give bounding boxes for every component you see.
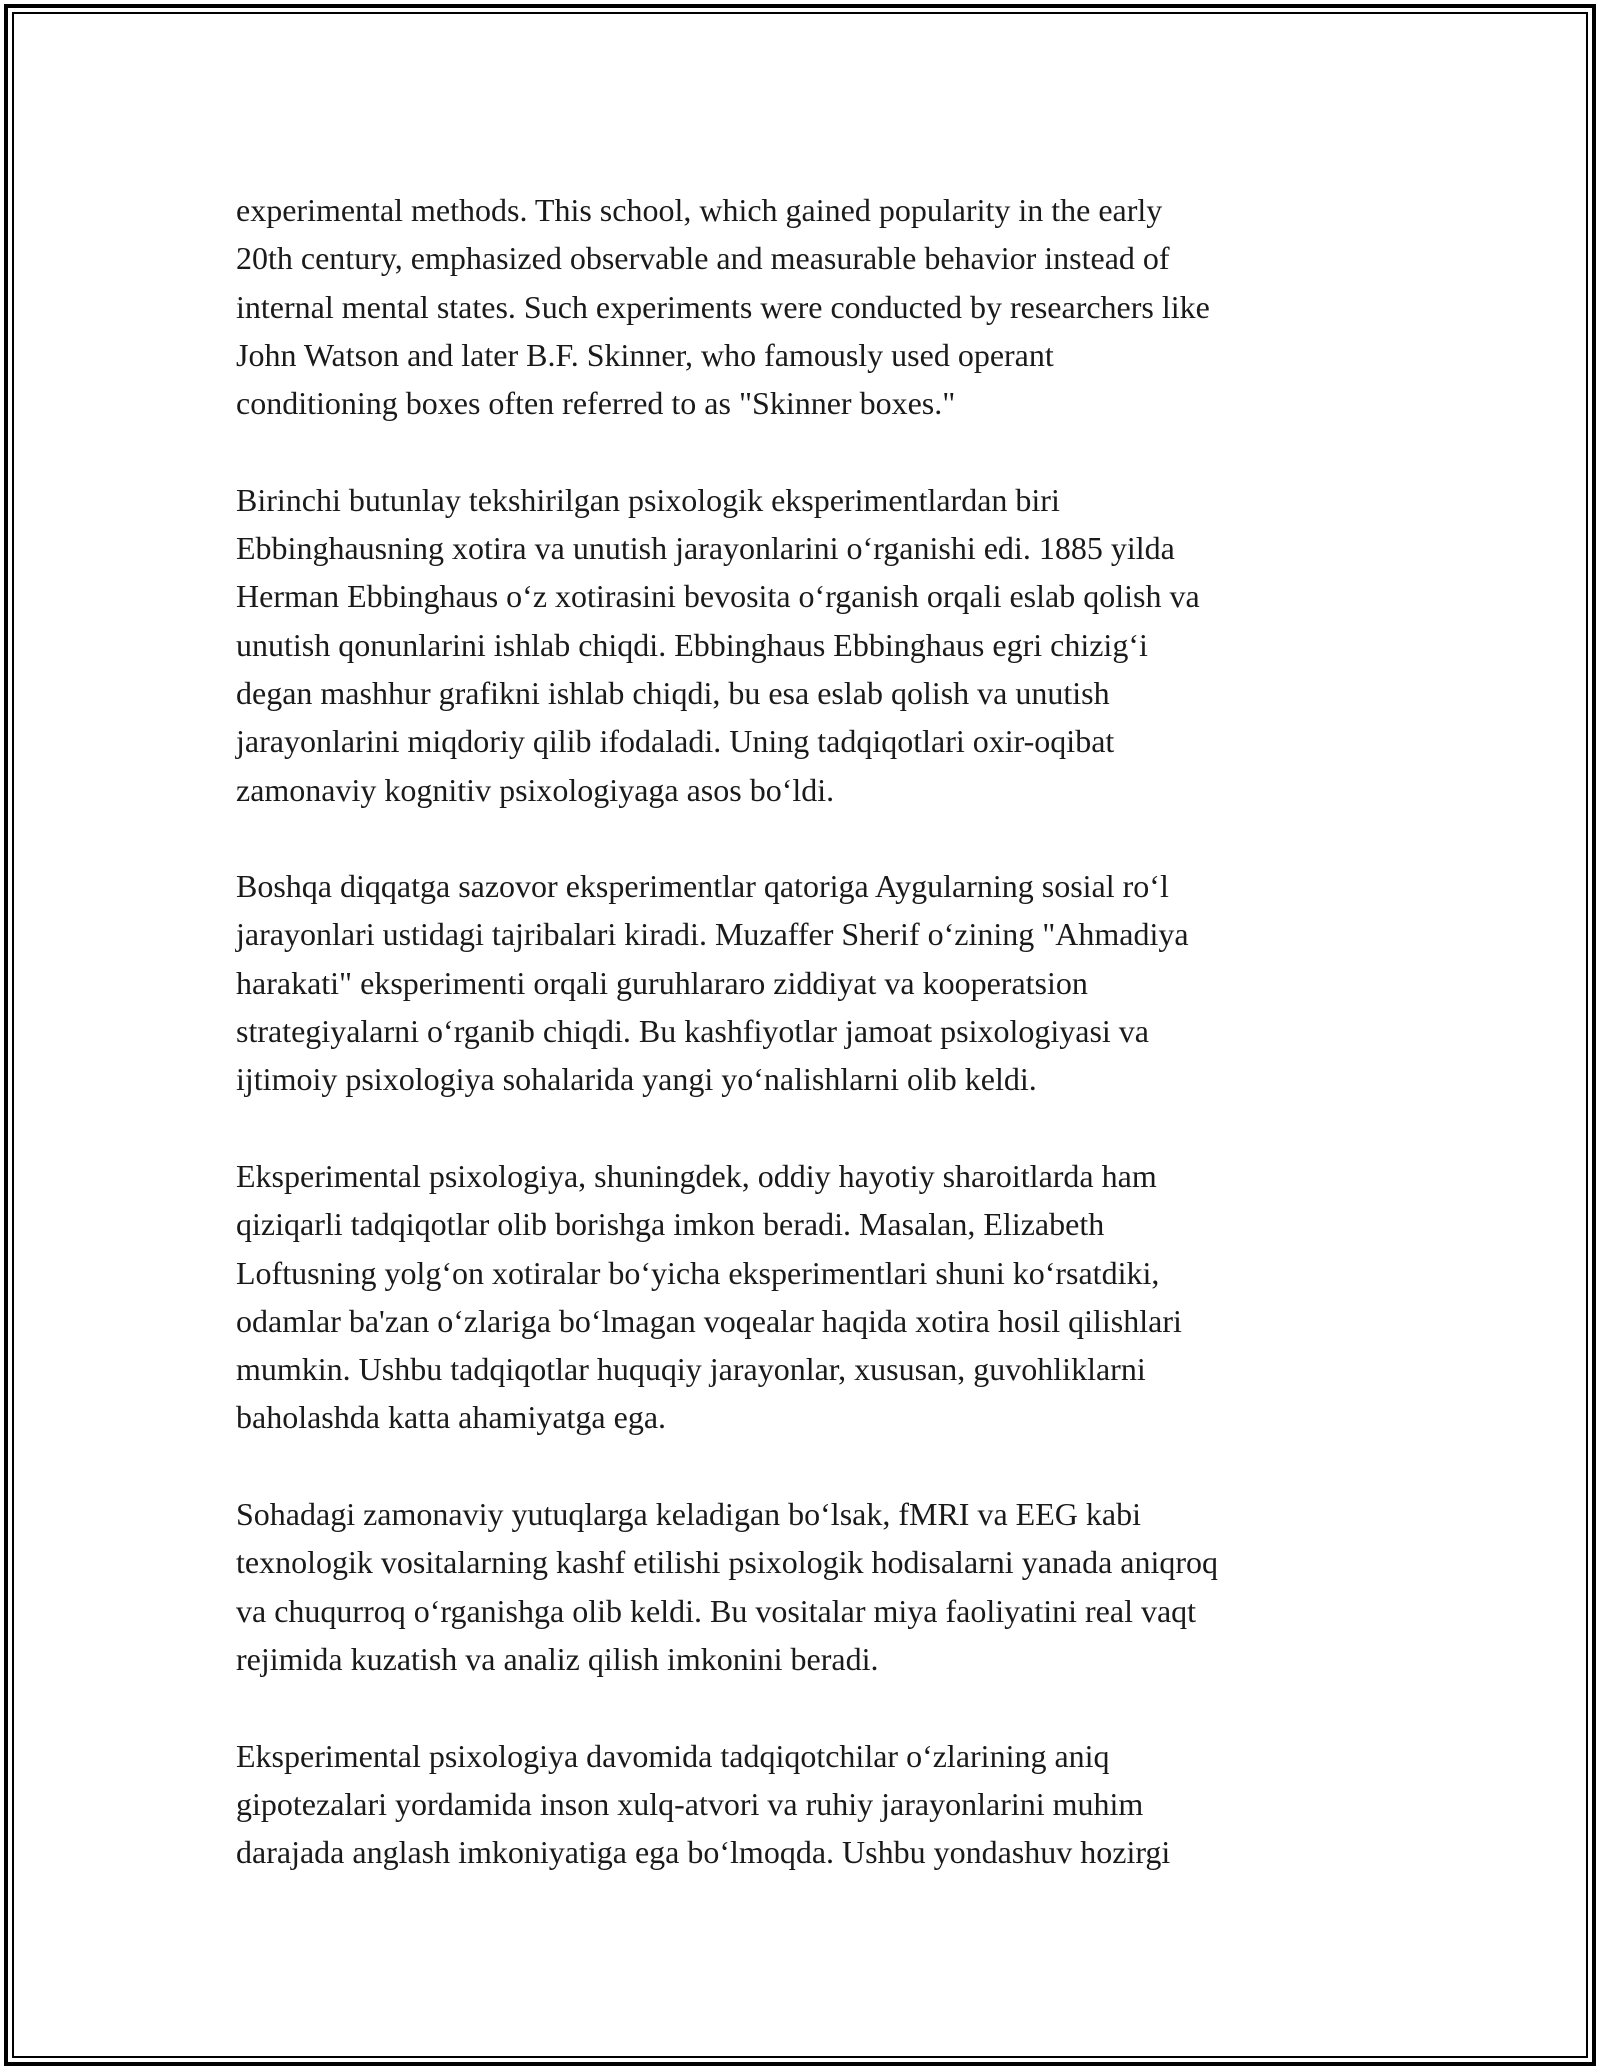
paragraph-conclusion: Eksperimental psixologiya davomida tadqiqotchilar o‘zlarining aniq gipotezalari yordamida inson xulq-atvori va ruhiy jarayonlarini muhim darajada anglash imkoniyatiga ega bo‘lmoqda. Ushbu yondashuv hozirgi bbox=[236, 1737, 1171, 1871]
paragraph-ebbinghaus: Birinchi butunlay tekshirilgan psixologik eksperimentlardan biri Ebbinghausning xotira va unutish jarayonlarini o‘rganishi edi. 1885 yilda Herman Ebbinghaus o‘z xotirasini bevosita o‘rganish orqali eslab qolish va unutish qonunlarini ishlab chiqdi. Ebbinghaus Ebbinghaus egri chizig‘i degan mashhur grafikni ishlab chiqdi, bu esa eslab qolish va unutish jarayonlarini miqdoriy qilib ifodaladi. Uning tadqiqotlari oxir-oqibat zamonaviy kognitiv psixologiyaga asos bo‘ldi. bbox=[236, 481, 1200, 808]
paragraph-false-memories: Eksperimental psixologiya, shuningdek, oddiy hayotiy sharoitlarda ham qiziqarli tadqiqotlar olib borishga imkon beradi. Masalan, Elizabeth Loftusning yolg‘on xotiralar bo‘yicha eksperimentlari shuni ko‘rsatdiki, odamlar ba'zan o‘zlariga bo‘lmagan voqealar haqida xotira hosil qilishlari mumkin. Ushbu tadqiqotlar huquqiy jarayonlar, xususan, guvohliklarni baholashda katta ahamiyatga ega. bbox=[236, 1157, 1182, 1436]
document-body bbox=[236, 186, 1386, 1925]
paragraph-behaviorism: experimental methods. This school, which gained popularity in the early 20th century, emphasized observable and measurable behavior instead of internal mental states. Such experiments were conducted by researchers like John Watson and later B.F. Skinner, who famously used operant conditioning boxes often referred to as "Skinner boxes." bbox=[236, 192, 1210, 422]
paragraph-social-experiments: Boshqa diqqatga sazovor eksperimentlar qatoriga Aygularning sosial ro‘l jarayonlari ustidagi tajribalari kiradi. Muzaffer Sherif o‘zining "Ahmadiya harakati" eksperimenti orqali guruhlararo ziddiyat va kooperatsion strategiyalarni o‘rganib chiqdi. Bu kashfiyotlar jamoat psixologiyasi va ijtimoiy psixologiya sohalarida yangi yo‘nalishlarni olib keldi. bbox=[236, 868, 1189, 1098]
paragraph-modern-tools: Sohadagi zamonaviy yutuqlarga keladigan bo‘lsak, fMRI va EEG kabi texnologik vositalarning kashf etilishi psixologik hodisalarni yanada aniqroq va chuqurroq o‘rganishga olib keldi. Bu vositalar miya faoliyatini real vaqt rejimida kuzatish va analiz qilish imkonini beradi. bbox=[236, 1496, 1219, 1677]
